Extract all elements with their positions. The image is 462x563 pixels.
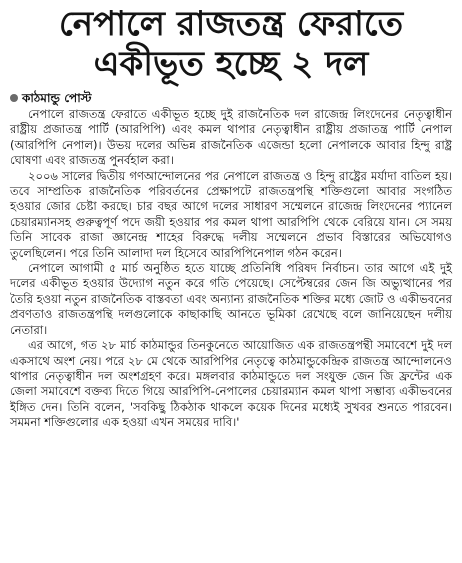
paragraph-3: নেপালে আগামী ৫ মার্চ অনুষ্ঠিত হতে যাচ্ছে প্রতিনিধি পরিষদ নির্বাচন। তার আগে এই দুই দলের একীভূত হওয়ার উদ্যোগ নতুন করে গতি পেয়েছে। সেপ্টেম্বরের জেন জি অভ্যুত্থানের পর তৈরি হওয়া নতুন রাজনৈতিক বাস্তবতা এবং অন্যান্য রাজনৈতিক শক্তির মধ্যে জোট ও একীভবনের প্রবণতাও রাজতন্ত্রপন্থি দলগুলোকে কাছাকাছি আনতে ভূমিকা রেখেছে বলে জানিয়েছেন দলীয় নেতারা। — [10, 261, 452, 337]
byline — [10, 90, 452, 106]
paragraph-1: নেপালে রাজতন্ত্র ফেরাতে একীভূত হচ্ছে দুই রাজনৈতিক দল রাজেন্দ্র লিংদেনের নেতৃত্বাধীন রাষ্ট্রীয় প্রজাতন্ত্র পার্টি (আরপিপি) এবং কমল থাপার নেতৃত্বাধীন রাষ্ট্রীয় প্রজাতন্ত্র পার্টি নেপাল (আরপিপি নেপাল)। উভয় দলের অভিন্ন রাজনৈতিক এজেন্ডা হলো নেপালকে আবার হিন্দু রাষ্ট্র ঘোষণা এবং রাজতন্ত্র পুনর্বহাল করা। — [10, 107, 452, 168]
headline — [10, 4, 452, 84]
paragraph-2: ২০০৬ সালের দ্বিতীয় গণআন্দোলনের পর নেপালে রাজতন্ত্র ও হিন্দু রাষ্ট্রের মর্যাদা বাতিল হয়। তবে সাম্প্রতিক রাজনৈতিক পরিবর্তনের প্রেক্ষাপটে রাজতন্ত্রপন্থি শক্তিগুলো আবার সংগঠিত হওয়ার জোর চেষ্টা করছে। চার বছর আগে দলের সাধারণ সম্মেলনে রাজেন্দ্র লিংদেনের প্যানেল চেয়ারম্যানসহ গুরুত্বপূর্ণ পদে জয়ী হওয়ার পর কমল থাপা আরপিপি থেকে বেরিয়ে যান। সে সময় তিনি সাবেক রাজা জ্ঞানেন্দ্র শাহের বিরুদ্ধে দলীয় সম্মেলনে প্রভাব বিস্তারের অভিযোগও তুলেছিলেন। পরে তিনি আলাদা দল হিসেবে আরপিপিনেপাল গঠন করেন। — [10, 168, 452, 260]
headline-line-2: একীভূত হচ্ছে ২ দল — [93, 44, 369, 84]
bullet-icon — [10, 94, 18, 102]
headline-line-1: নেপালে রাজতন্ত্র ফেরাতে — [58, 4, 404, 44]
article-body — [10, 107, 452, 431]
byline-source: কাঠমান্ডু পোস্ট — [22, 91, 92, 105]
paragraph-4: এর আগে, গত ২৮ মার্চ কাঠমান্ডুর তিনকুনেতে আয়োজিত এক রাজতন্ত্রপন্থী সমাবেশে দুই দল একসাথে অংশ নেয়। পরে ২৮ মে থেকে আরপিপির নেতৃত্বে কাঠমান্ডুকেন্দ্রিক রাজতন্ত্র আন্দোলনেও থাপার নেতৃত্বাধীন দল অংশগ্রহণ করে। মঙ্গলবার কাঠমান্ডুতে দল সংযুক্ত জেন জি ফ্রন্টের এক জেলা সমাবেশে বক্তব্য দিতে গিয়ে আরপিপি-নেপালের চেয়ারম্যান কমল থাপা সম্ভাব্য একীভবনের ইঙ্গিত দেন। তিনি বলেন, 'সবকিছু ঠিকঠাক থাকলে কয়েক দিনের মধ্যেই সুখবর শুনতে পারবেন। সমমনা শক্তিগুলোর এক হওয়া এখন সময়ের দাবি।' — [10, 338, 452, 430]
